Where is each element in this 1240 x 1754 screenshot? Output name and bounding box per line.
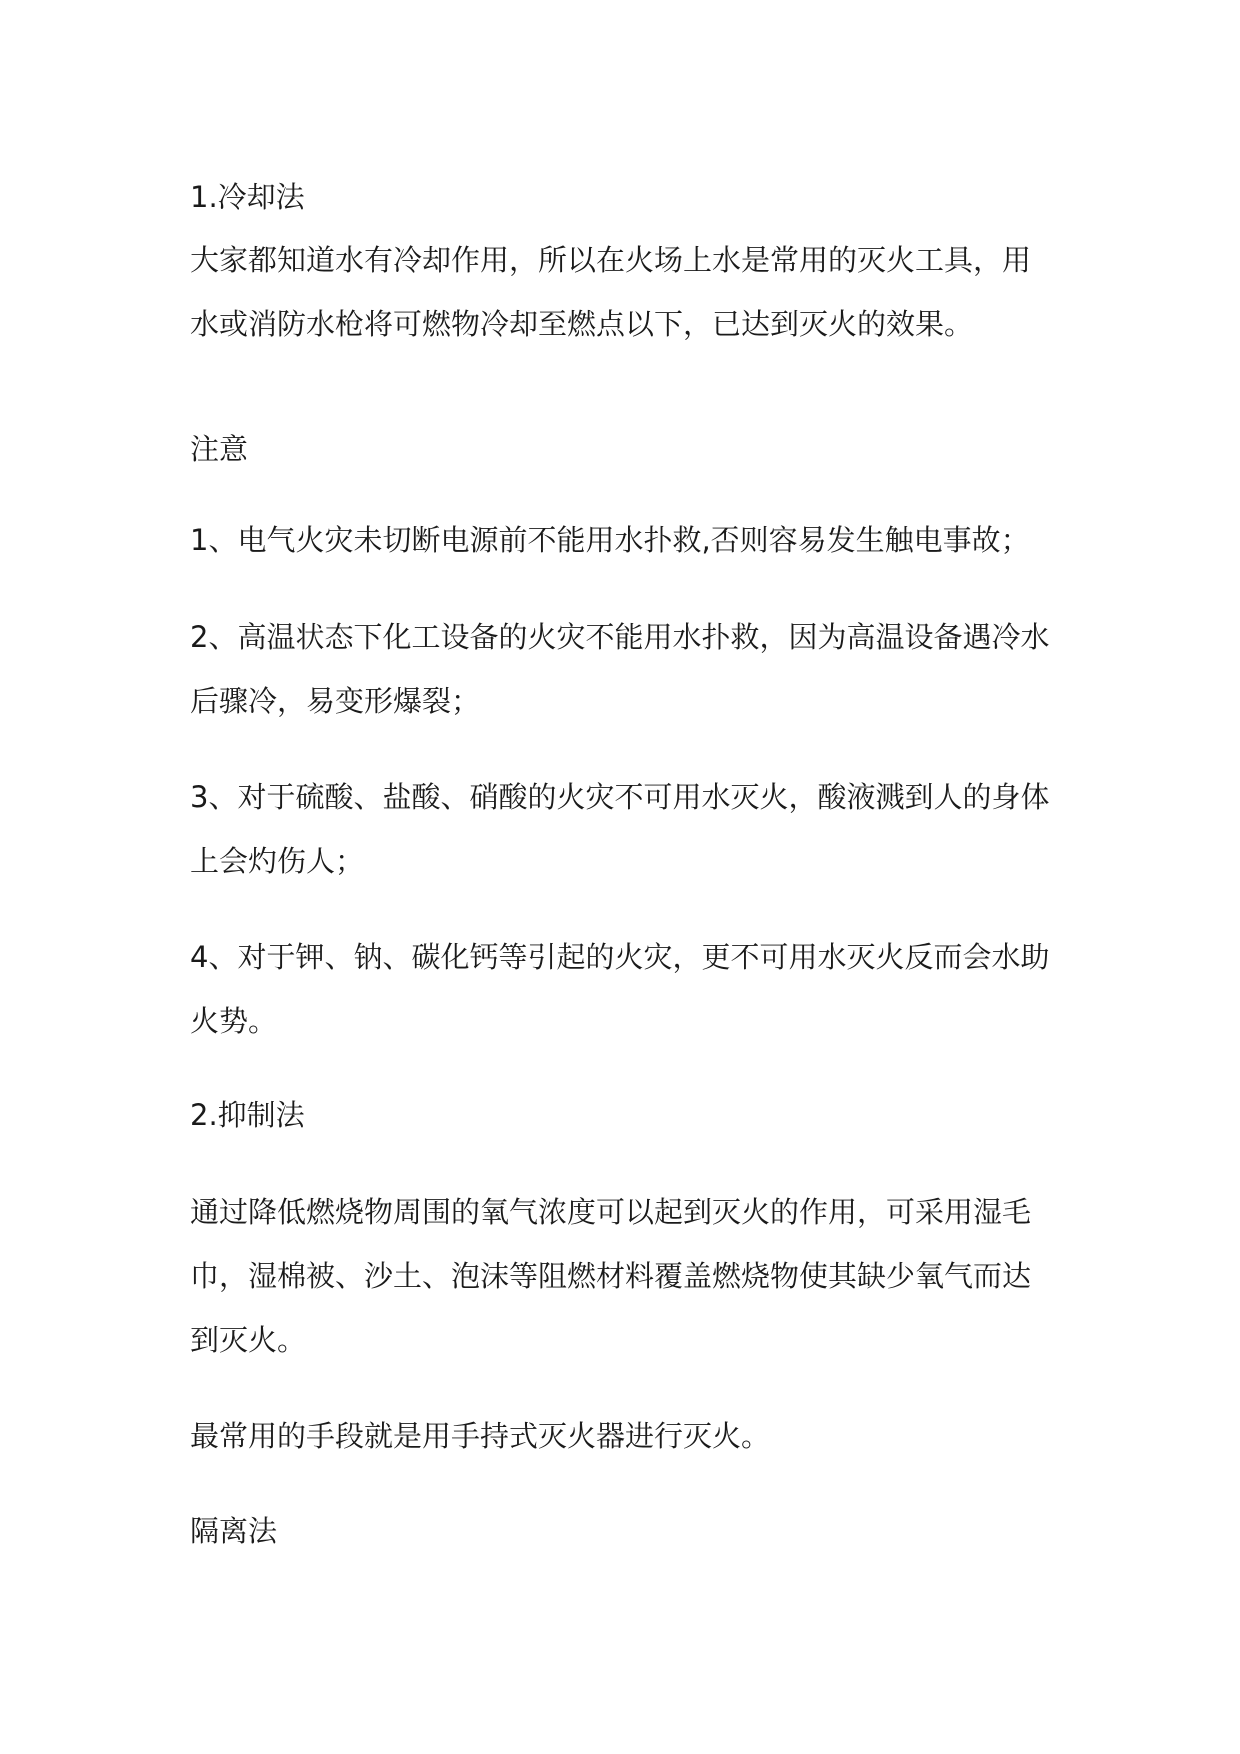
note-4-line-2: 火势。: [190, 1004, 278, 1038]
common-method-paragraph: [190, 1404, 770, 1468]
heading-isolate: [190, 1499, 277, 1563]
suppress-paragraph: [190, 1180, 1031, 1372]
common-method-line: 最常用的手段就是用手持式灭火器进行灭火。: [190, 1419, 771, 1453]
note-title-text: 注意: [190, 432, 249, 466]
note-2-line-2: 后骤冷，易变形爆裂；: [190, 684, 481, 718]
cooling-paragraph: [190, 228, 1031, 356]
heading-suppress: [190, 1083, 305, 1147]
note-title: [190, 417, 248, 481]
heading-isolate-text: 隔离法: [190, 1514, 278, 1548]
heading-cooling-text: 1.冷却法: [190, 180, 305, 214]
heading-cooling: [190, 165, 305, 229]
suppress-line-1: 通过降低燃烧物周围的氧气浓度可以起到灭火的作用，可采用湿毛: [190, 1195, 1032, 1229]
note-1-line-1: 1、电气火灾未切断电源前不能用水扑救,否则容易发生触电事故；: [190, 523, 1030, 557]
note-2-line-1: 2、高温状态下化工设备的火灾不能用水扑救，因为高温设备遇冷水: [190, 620, 1050, 654]
note-item-3: [190, 765, 1049, 893]
note-item-2: [190, 605, 1049, 733]
suppress-line-2: 巾，湿棉被、沙土、泡沫等阻燃材料覆盖燃烧物使其缺少氧气而达: [190, 1259, 1032, 1293]
note-item-4: [190, 925, 1049, 1053]
note-item-1: [190, 508, 1030, 572]
suppress-line-3: 到灭火。: [190, 1323, 307, 1357]
heading-suppress-text: 2.抑制法: [190, 1098, 305, 1132]
cooling-line-2: 水或消防水枪将可燃物冷却至燃点以下，已达到灭火的效果。: [190, 307, 974, 341]
note-3-line-1: 3、对于硫酸、盐酸、硝酸的火灾不可用水灭火，酸液溅到人的身体: [190, 780, 1050, 814]
note-4-line-1: 4、对于钾、钠、碳化钙等引起的火灾，更不可用水灭火反而会水助: [190, 940, 1050, 974]
cooling-line-1: 大家都知道水有冷却作用，所以在火场上水是常用的灭火工具，用: [190, 243, 1032, 277]
note-3-line-2: 上会灼伤人；: [190, 844, 365, 878]
